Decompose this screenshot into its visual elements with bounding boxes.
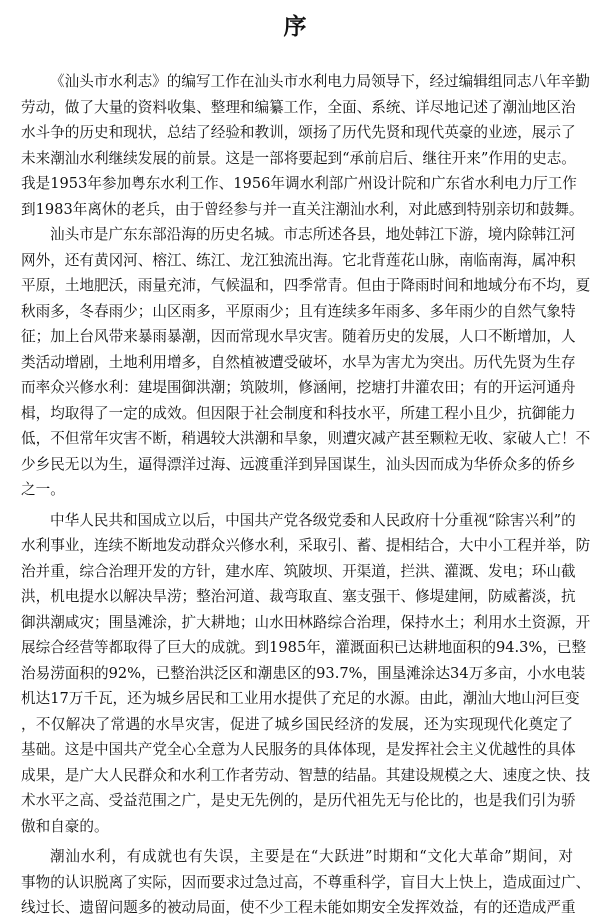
text-line: 傲和自豪的。 [21, 817, 109, 835]
text-line: 秋雨多，冬春雨少；山区雨多，平原雨少；且有连续多年雨多、多年雨少的自然气象特 [21, 302, 576, 320]
text-line: 术水平之高、受益范围之广，是史无先例的，是历代祖先无与伦比的，也是我们引为骄 [21, 792, 576, 809]
text-line: 水利事业，连续不断地发动群众兴修水利，采取引、蓄、提相结合，大中小工程并举，防 [21, 537, 590, 554]
text-line: 而率众兴修水利：建堤围御洪潮；筑陂圳，修涵闸，挖塘打井灌农田；有的开运河通舟 [21, 379, 576, 396]
text-line: 机达17万千瓦，还为城乡居民和工业用水提供了充足的水源。由此，潮汕大地山河巨变 [21, 690, 580, 707]
text-line: 之一。 [21, 481, 65, 498]
text-line: 少乡民无以为生，逼得漂洋过海、远渡重洋到异国谋生，汕头因而成为华侨众多的侨乡 [21, 455, 576, 473]
text-line: 展综合经营等都取得了巨大的成就。到1985年，灌溉面积已达耕地面积的94.3%，已整 [21, 639, 587, 656]
paragraph-4 [21, 844, 590, 921]
text-line: 治易涝面积的92%，已整治洪泛区和潮患区的93.7%，围垦滩涂达34万多亩，小水电装 [21, 664, 586, 682]
text-line: 类活动增剧，土地利用增多，自然植被遭受破坏，水旱为害尤为突出。历代先贤为生存 [21, 353, 576, 371]
text-line: 汕头市是广东东部沿海的历史名城。市志所述各县，地处韩江下游，境内除韩江河 [50, 226, 576, 243]
text-line: 成果，是广大人民群众和水利工作者劳动、智慧的结晶。其建设规模之大、速度之快、技 [21, 766, 590, 784]
paragraph-1 [21, 69, 590, 222]
text-line: 未来潮汕水利继续发展的前景。这是一部将要起到“承前启后、继往开来”作用的史志。 [21, 149, 576, 167]
text-line: 治并重，综合治理开发的方针，建水库、筑陂坝、开渠道，拦洪、灌溉、发电；环山截 [21, 562, 576, 580]
text-line: 御洪潮咸灾；围垦滩涂，扩大耕地；山水田林路综合治理，保持水土；利用水土资源，开 [21, 613, 590, 631]
text-line: 中华人民共和国成立以后，中国共产党各级党委和人民政府十分重视“除害兴利”的 [50, 511, 576, 529]
text-line: 楫，均取得了一定的成效。但因限于社会制度和科技水平，所建工程小且少，抗御能力 [21, 404, 576, 422]
text-line: 潮汕水利，有成就也有失误，主要是在“大跃进”时期和“文化大革命”期间，对 [50, 848, 573, 865]
text-line: 基础。这是中国共产党全心全意为人民服务的具体体现，是发挥社会主义优越性的具体 [21, 741, 576, 758]
preface-body [21, 69, 590, 921]
text-line: 线过长、遗留问题多的被动局面，使不少工程未能如期安全发挥效益，有的还造成严重 [21, 899, 576, 916]
page-title: 序 [283, 13, 307, 40]
paragraph-3 [21, 508, 590, 840]
text-line: 平原，土地肥沃，雨量充沛，气候温和，四季常青。但由于降雨时间和地域分布不均，夏 [21, 277, 590, 294]
text-line: ，不仅解决了常遇的水旱灾害，促进了城乡国民经济的发展，还为实现现代化奠定了 [21, 715, 573, 733]
text-line: 水斗争的历史和现状，总结了经验和教训，颂扬了历代先贤和现代英豪的业迹，展示了 [21, 124, 576, 141]
text-line: 网外，还有黄冈河、榕江、练江、龙江独流出海。它北背莲花山脉，南临南海，属冲积 [21, 251, 576, 269]
text-line: 征；加上台风带来暴雨暴潮，因而常现水旱灾害。随着历史的发展，人口不断增加，人 [21, 328, 576, 345]
paragraph-2 [21, 222, 590, 503]
text-line: 事物的认识脱离了实际，因而要求过急过高，不尊重科学，盲目大上快上，造成面过广、 [21, 873, 590, 891]
text-line: 低，不但常年灾害不断，稍遇较大洪潮和旱象，则遭灾减产甚至颗粒无收、家破人亡！不 [21, 430, 590, 447]
text-line: 《汕头市水利志》的编写工作在汕头市水利电力局领导下，经过编辑组同志八年辛勤 [50, 73, 590, 90]
text-line: 洪，机电提水以解决旱涝；整治河道、裁弯取直、塞支强干、修堤建闸，防威蓄淡，抗 [21, 588, 576, 605]
text-line: 劳动，做了大量的资料收集、整理和编纂工作，全面、系统、详尽地记述了潮汕地区治 [21, 98, 576, 116]
text-line: 到1983年离休的老兵，由于曾经参与并一直关注潮汕水利，对此感到特别亲切和鼓舞。 [21, 200, 584, 218]
text-line: 我是1953年参加粤东水利工作、1956年调水利部广州设计院和广东省水利电力厅工作 [21, 175, 577, 192]
